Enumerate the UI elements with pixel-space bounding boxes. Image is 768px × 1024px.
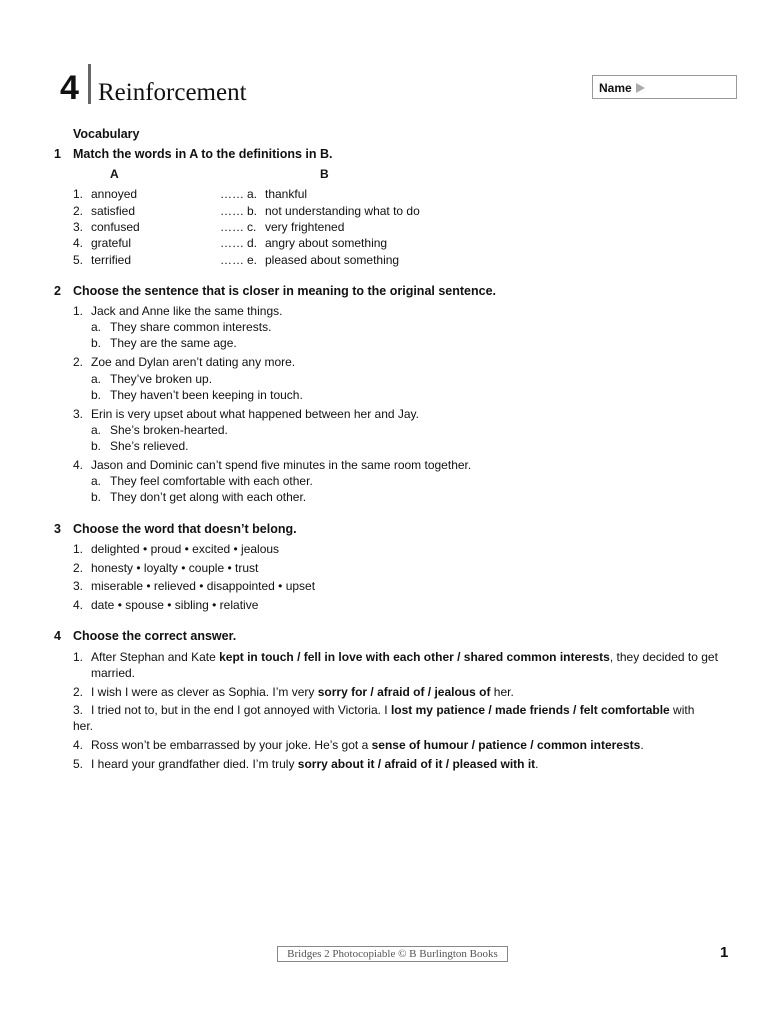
item-number: 3. [73,703,84,717]
option-letter: a. [91,320,102,334]
answer-options[interactable]: kept in touch / fell in love with each other / shared common interests [219,650,610,664]
sentence-end: . [640,738,644,752]
exercise-3-number: 3 [54,522,61,536]
option-letter: a. [91,423,102,437]
answer-options[interactable]: sorry for / afraid of / jealous of [317,685,491,699]
letter: c. [247,220,257,234]
exercise-4-instruction: Choose the correct answer. [73,629,237,643]
option-letter: b. [91,439,102,453]
page-title: Reinforcement [98,79,247,106]
section-label: Vocabulary [73,127,140,141]
word: satisfied [91,204,136,218]
exercise-3-instruction: Choose the word that doesn’t belong. [73,522,297,536]
answer-options[interactable]: lost my patience / made friends / felt comfortable [390,703,670,717]
word: confused [91,220,140,234]
row-number: 4. [73,236,84,250]
letter: d. [247,236,258,250]
sentence [91,650,718,664]
row-number: 2. [73,204,84,218]
sentence-start: I wish I were as clever as Sophia. I’m very [91,685,318,699]
sentence-start: I tried not to, but in the end I got annoyed with Victoria. I [91,703,391,717]
question-number: 4. [73,458,84,472]
option-b[interactable]: They are the same age. [110,336,237,350]
question-text: Jason and Dominic can’t spend five minutes in the same room together. [91,458,472,472]
option-a[interactable]: They’ve broken up. [110,372,213,386]
sentence-continued: her. [73,719,94,733]
sentence-start: After Stephan and Kate [91,650,220,664]
column-b-header: B [320,167,329,181]
page-number: 1 [720,944,729,961]
exercise-1-number: 1 [54,147,61,161]
word: terrified [91,253,132,267]
option-letter: a. [91,372,102,386]
name-field[interactable] [592,75,737,99]
item-number: 2. [73,561,84,575]
exercise-2-instruction: Choose the sentence that is closer in meaning to the original sentence. [73,284,497,298]
option-letter: a. [91,474,102,488]
question-text: Zoe and Dylan aren’t dating any more. [91,355,296,369]
definition: angry about something [265,236,388,250]
answer-blank[interactable]: …… [220,236,244,250]
unit-number: 4 [60,69,79,107]
item-number: 2. [73,685,84,699]
word: annoyed [91,187,138,201]
question-number: 2. [73,355,84,369]
question-text: Erin is very upset about what happened between her and Jay. [91,407,419,421]
option-a[interactable]: She’s broken-hearted. [110,423,228,437]
option-letter: b. [91,388,102,402]
definition: not understanding what to do [265,204,420,218]
sentence-end: with [669,703,695,717]
answer-blank[interactable]: …… [220,187,244,201]
answer-blank[interactable]: …… [220,204,244,218]
option-b[interactable]: They don’t get along with each other. [110,490,307,504]
question-number: 1. [73,304,84,318]
answer-options[interactable]: sense of humour / patience / common interests [371,738,641,752]
item-number: 3. [73,579,84,593]
definition: pleased about something [265,253,400,267]
item-number: 4. [73,738,84,752]
option-a[interactable]: They feel comfortable with each other. [110,474,313,488]
option-letter: b. [91,336,102,350]
sentence [91,703,694,717]
sentence-start: I heard your grandfather died. I’m truly [91,757,298,771]
row-number: 5. [73,253,84,267]
answer-blank[interactable]: …… [220,220,244,234]
word-set[interactable]: miserable • relieved • disappointed • upset [91,579,316,593]
sentence [91,685,514,699]
answer-options[interactable]: sorry about it / afraid of it / pleased with it [297,757,536,771]
sentence [91,757,539,771]
definition: thankful [265,187,308,201]
sentence-continued: married. [91,666,136,680]
item-number: 4. [73,598,84,612]
exercise-2-number: 2 [54,284,61,298]
item-number: 1. [73,542,84,556]
option-letter: b. [91,490,102,504]
exercise-4-number: 4 [54,629,61,643]
item-number: 1. [73,650,84,664]
name-label: Name [599,81,632,95]
sentence-start: Ross won’t be embarrassed by your joke. He’s got a [91,738,372,752]
title-divider [88,64,91,104]
row-number: 3. [73,220,84,234]
question-text: Jack and Anne like the same things. [91,304,283,318]
question-number: 3. [73,407,84,421]
letter: b. [247,204,258,218]
play-arrow-icon [636,83,645,93]
word-set[interactable]: delighted • proud • excited • jealous [91,542,280,556]
word-set[interactable]: honesty • loyalty • couple • trust [91,561,259,575]
sentence-end: . [535,757,539,771]
copyright-footer: Bridges 2 Photocopiable © B Burlington Books [277,946,508,962]
option-b[interactable]: She’s relieved. [110,439,189,453]
letter: e. [247,253,258,267]
exercise-1-instruction: Match the words in A to the definitions in B. [73,147,333,161]
option-a[interactable]: They share common interests. [110,320,272,334]
row-number: 1. [73,187,84,201]
column-a-header: A [110,167,119,181]
sentence-end: , they decided to get [609,650,718,664]
answer-blank[interactable]: …… [220,253,244,267]
option-b[interactable]: They haven’t been keeping in touch. [110,388,303,402]
letter: a. [247,187,258,201]
item-number: 5. [73,757,84,771]
word-set[interactable]: date • spouse • sibling • relative [91,598,259,612]
definition: very frightened [265,220,345,234]
sentence [91,738,644,752]
word: grateful [91,236,132,250]
sentence-end: her. [490,685,514,699]
